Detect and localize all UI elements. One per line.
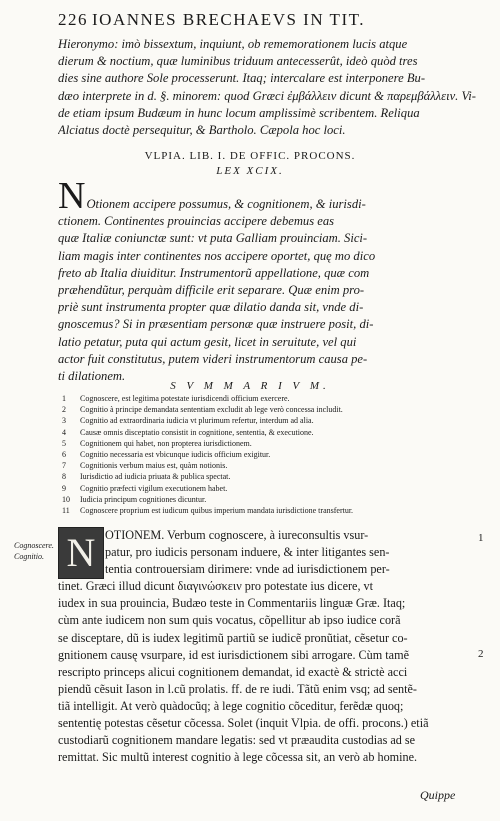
text-line: dies sine authore Sole processerunt. Itaq; intercalare est interponere Bu- bbox=[58, 71, 426, 86]
text-line: cùm ante iudicem non sum quis vocatus, cõpellitur ab ipso iudice corã bbox=[58, 613, 401, 628]
text-line: tiã intelligit. At verò quàdocũq; à lege cognitio cõceditur, ferẽdæ quoq; bbox=[58, 698, 404, 713]
running-header bbox=[58, 10, 478, 32]
text-line: OTIONEM. Verbum cognoscere, à iureconsultis vsur- bbox=[105, 528, 369, 542]
list-item bbox=[62, 494, 472, 505]
text-line: tentia controuersiam dirimere: vnde ad iurisdictionem per- bbox=[105, 562, 390, 577]
item-number: 3 bbox=[62, 416, 66, 426]
item-text: Cognitio à principe demandata sententiam excludit ab lege verò concessa includit. bbox=[80, 405, 343, 415]
text-line: præhendũtur, perquàm difficile erit separare. Quæ enim pro- bbox=[58, 283, 365, 298]
summary-title: S V M M A R I V M. bbox=[170, 380, 330, 392]
text-line: ctionem. Continentes prouincias accipere debemus eas bbox=[58, 214, 335, 229]
text-line: de etiam ipsum Budæum in hunc locum amplissimè scribentem. Reliqua bbox=[58, 105, 420, 120]
text-line: Otionem accipere possumus, & cognitionem, & iurisdi- bbox=[86, 197, 366, 211]
page-number: 226 bbox=[58, 10, 88, 29]
item-number: 2 bbox=[62, 405, 66, 415]
text-line: tinet. Græci illud dicunt διαγινώσκειν pro potestate ius dicere, vt bbox=[58, 579, 374, 594]
law-text bbox=[58, 181, 478, 385]
margin-mark: 2 bbox=[478, 648, 484, 660]
text-line: rescripto princeps alicui cognitionem demandat, id exactè & strictè acci bbox=[58, 664, 408, 679]
text-line: priè sunt instrumenta propter quæ dilatio danda sit, vnde di- bbox=[58, 300, 364, 315]
text-line: piendũ cẽsuit Iason in l.cũ prolatis. ff. de re iudi. Tãtũ enim vsq; ad sentẽ- bbox=[58, 681, 417, 696]
item-number: 5 bbox=[62, 438, 66, 448]
list-item bbox=[62, 460, 472, 471]
item-number: 9 bbox=[62, 483, 66, 493]
item-text: Cognitionis verbum maius est, quàm notionis. bbox=[80, 461, 228, 471]
section-title: VLPIA. LIB. I. DE OFFIC. PROCONS. bbox=[144, 150, 356, 162]
text-line: patur, pro iudicis personam induere, & inter litigantes sen- bbox=[105, 545, 390, 560]
summary-list bbox=[62, 393, 472, 516]
text-line: latio petatur, puta qui actum gesit, licet in seruitute, vel qui bbox=[58, 334, 357, 349]
text-line: custodiarũ cognitionem mandare legatis: sed vt præaudita custodias ad se bbox=[58, 733, 416, 748]
text-line: iudex in sua prouincia, Budæo teste in Commentariis linguæ Græ. Itaq; bbox=[58, 596, 406, 611]
text-line: Hieronymo: imò bissextum, inquiunt, ob rememorationem lucis atque bbox=[58, 37, 408, 51]
law-first-line bbox=[58, 181, 478, 213]
item-text: Iudicia principum cognitiones dicuntur. bbox=[80, 494, 207, 504]
list-item bbox=[62, 427, 472, 438]
item-number: 1 bbox=[62, 394, 66, 403]
running-title: IOANNES BRECHAEVS IN TIT. bbox=[92, 10, 365, 29]
item-text: Cognoscere, est legitima potestate iurisdicendi officium exercere. bbox=[80, 394, 290, 403]
list-item bbox=[62, 449, 472, 460]
margin-note: Cognoscere. Cognitio. bbox=[14, 541, 54, 561]
list-item bbox=[62, 393, 472, 404]
list-item bbox=[62, 415, 472, 426]
text-line: Alciatus doctè persequitur, & Bartholo. Cæpola hoc loci. bbox=[58, 123, 346, 138]
commentary-text bbox=[58, 527, 478, 766]
text-line: gnitionem causę vsurpare, id est iurisdictionem sibi arrogare. Cùm tamẽ bbox=[58, 647, 409, 662]
item-text: Iurisdictio ad iudicia priuata & publica spectat. bbox=[80, 472, 231, 482]
lex-number: LEX XCIX. bbox=[216, 165, 284, 177]
text-line: sententię potestas cẽsetur cõcessa. Solet (inquit Vlpia. de offi. procons.) etiã bbox=[58, 716, 429, 731]
item-text: Cognitionem qui habet, non propterea iurisdictionem. bbox=[80, 438, 252, 448]
text-line: gnoscemus? Si in præsentiam personæ quæ instruere posit, di- bbox=[58, 317, 374, 332]
list-item bbox=[62, 505, 472, 516]
list-item bbox=[62, 438, 472, 449]
list-item bbox=[62, 404, 472, 415]
list-item bbox=[62, 471, 472, 482]
drop-initial: N bbox=[58, 181, 86, 214]
item-text: Cognoscere proprium est iudicum quibus imperium mandata iurisdictione transfertur. bbox=[80, 506, 354, 516]
item-number: 7 bbox=[62, 461, 66, 471]
item-text: Causæ omnis disceptatio consistit in cognitione, sententia, & executione. bbox=[80, 427, 314, 437]
text-line: liam magis inter continentes nos accipere oportet, quę mo dico bbox=[58, 248, 376, 263]
item-number: 11 bbox=[62, 506, 70, 516]
text-line: quæ Italiæ coniunctæ sunt: vt puta Galliam prouinciam. Sici- bbox=[58, 231, 368, 246]
item-number: 8 bbox=[62, 472, 66, 482]
catchword: Quippe bbox=[420, 788, 456, 802]
text-line: ti dilationem. bbox=[58, 369, 126, 384]
item-text: Cognitio præfecti vigilum executionem habet. bbox=[80, 483, 228, 493]
text-line: freto ab Italia diuiditur. Instrumentorũ appellatione, quæ com bbox=[58, 265, 370, 280]
text-line: remittat. Sic multũ interest cognitio à lege cõcessa sit, an verò ab homine. bbox=[58, 750, 418, 765]
item-number: 10 bbox=[62, 494, 70, 504]
margin-mark: 1 bbox=[478, 532, 484, 544]
intro-paragraph bbox=[58, 36, 478, 139]
decorated-initial: N bbox=[58, 527, 104, 579]
text-line: dierum & noctium, quæ luminibus triduum antecesserût, ideò quòd tres bbox=[58, 54, 418, 69]
text-line: actor fuit constitutus, putem videri instrumentorum causa pe- bbox=[58, 351, 368, 366]
item-text: Cognitio necessaria est vbicunque iudicis officium exigitur. bbox=[80, 450, 271, 460]
text-line: se disceptare, dũ is iudex legitimũ partiũ se iudicẽ pronũtiat, cẽsetur co- bbox=[58, 630, 408, 645]
text-line: dæo interprete in d. §. minorem: quod Græci ἐμβάλλειν dicunt & παρεμβάλλειν. Vi- bbox=[58, 88, 476, 103]
item-number: 6 bbox=[62, 450, 66, 460]
item-text: Cognitio ad extraordinaria iudicia vt plurimum refertur, interdum ad alia. bbox=[80, 416, 314, 426]
item-number: 4 bbox=[62, 427, 66, 437]
list-item bbox=[62, 483, 472, 494]
